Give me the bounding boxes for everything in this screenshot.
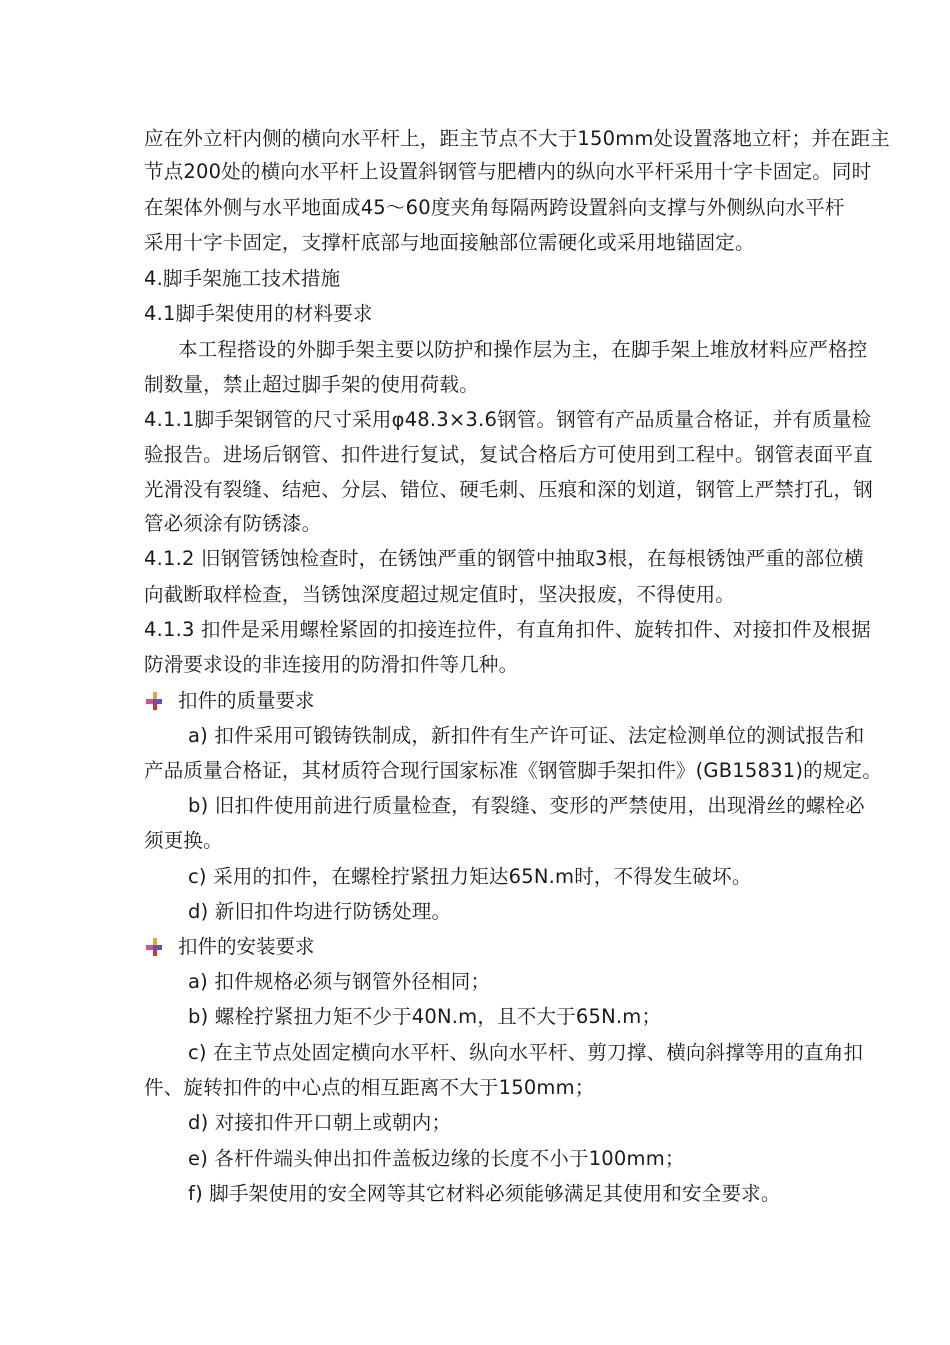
- paragraph-line: 4.1.3 扣件是采用螺栓紧固的扣接连拉件，有直角扣件、旋转扣件、对接扣件及根据: [144, 618, 871, 641]
- paragraph-line: 采用十字卡固定，支撑杆底部与地面接触部位需硬化或采用地锚固定。: [144, 231, 755, 254]
- list-item: b) 螺栓拧紧扭力矩不少于40N.m，且不大于65N.m；: [188, 1005, 662, 1028]
- paragraph-line: 4.1.1脚手架钢管的尺寸采用φ48.3×3.6钢管。钢管有产品质量合格证，并有质量检: [144, 408, 872, 431]
- list-item: c) 采用的扣件，在螺栓拧紧扭力矩达65N.m时，不得发生破坏。: [188, 865, 752, 888]
- subsection-heading: 4.1脚手架使用的材料要求: [144, 302, 373, 325]
- paragraph-line: 4.1.2 旧钢管锈蚀检查时，在锈蚀严重的钢管中抽取3根，在每根锈蚀严重的部位横: [144, 547, 864, 570]
- bullet-square-icon: [144, 937, 164, 957]
- paragraph-line: 须更换。: [144, 829, 223, 852]
- list-item: b) 旧扣件使用前进行质量检查，有裂缝、变形的严禁使用，出现滑丝的螺栓必: [188, 794, 865, 817]
- paragraph-line: 节点200处的横向水平杆上设置斜钢管与肥槽内的纵向水平杆采用十字卡固定。同时: [144, 160, 872, 183]
- list-item: a) 扣件采用可锻铸铁制成，新扣件有生产许可证、法定检测单位的测试报告和: [188, 724, 865, 747]
- paragraph-line: 本工程搭设的外脚手架主要以防护和操作层为主，在脚手架上堆放材料应严格控: [178, 338, 868, 361]
- paragraph-line: 管必须涂有防锈漆。: [144, 512, 322, 535]
- paragraph-line: 向截断取样检查，当锈蚀深度超过规定值时，坚决报废，不得使用。: [144, 583, 736, 606]
- bullet-label: 扣件的质量要求: [178, 689, 315, 712]
- paragraph-line: 防滑要求设的非连接用的防滑扣件等几种。: [144, 653, 519, 676]
- paragraph-line: 在架体外侧与水平地面成45～60度夹角每隔两跨设置斜向支撑与外侧纵向水平杆: [144, 196, 845, 219]
- section-heading: 4.脚手架施工技术措施: [144, 267, 341, 290]
- list-item: e) 各杆件端头伸出扣件盖板边缘的长度不小于100mm；: [188, 1147, 685, 1170]
- paragraph-line: 制数量，禁止超过脚手架的使用荷载。: [144, 373, 479, 396]
- paragraph-line: 光滑没有裂缝、结疤、分层、错位、硬毛刺、压痕和深的划道，钢管上严禁打孔，钢: [144, 478, 873, 501]
- bullet-square-icon: [144, 691, 164, 711]
- paragraph-line: 应在外立杆内侧的横向水平杆上，距主节点不大于150mm处设置落地立杆；并在距主: [144, 127, 891, 150]
- list-item: c) 在主节点处固定横向水平杆、纵向水平杆、剪刀撑、横向斜撑等用的直角扣: [188, 1041, 864, 1064]
- bullet-label: 扣件的安装要求: [178, 935, 315, 958]
- paragraph-line: 验报告。进场后钢管、扣件进行复试，复试合格后方可使用到工程中。钢管表面平直: [144, 443, 873, 466]
- list-item: f) 脚手架使用的安全网等其它材料必须能够满足其使用和安全要求。: [188, 1182, 781, 1205]
- list-item: d) 新旧扣件均进行防锈处理。: [188, 900, 452, 923]
- paragraph-line: 件、旋转扣件的中心点的相互距离不大于150mm；: [144, 1076, 595, 1099]
- paragraph-line: 产品质量合格证，其材质符合现行国家标准《钢管脚手架扣件》(GB15831)的规定。: [144, 759, 882, 782]
- list-item: a) 扣件规格必须与钢管外径相同；: [188, 970, 491, 993]
- list-item: d) 对接扣件开口朝上或朝内；: [188, 1111, 452, 1134]
